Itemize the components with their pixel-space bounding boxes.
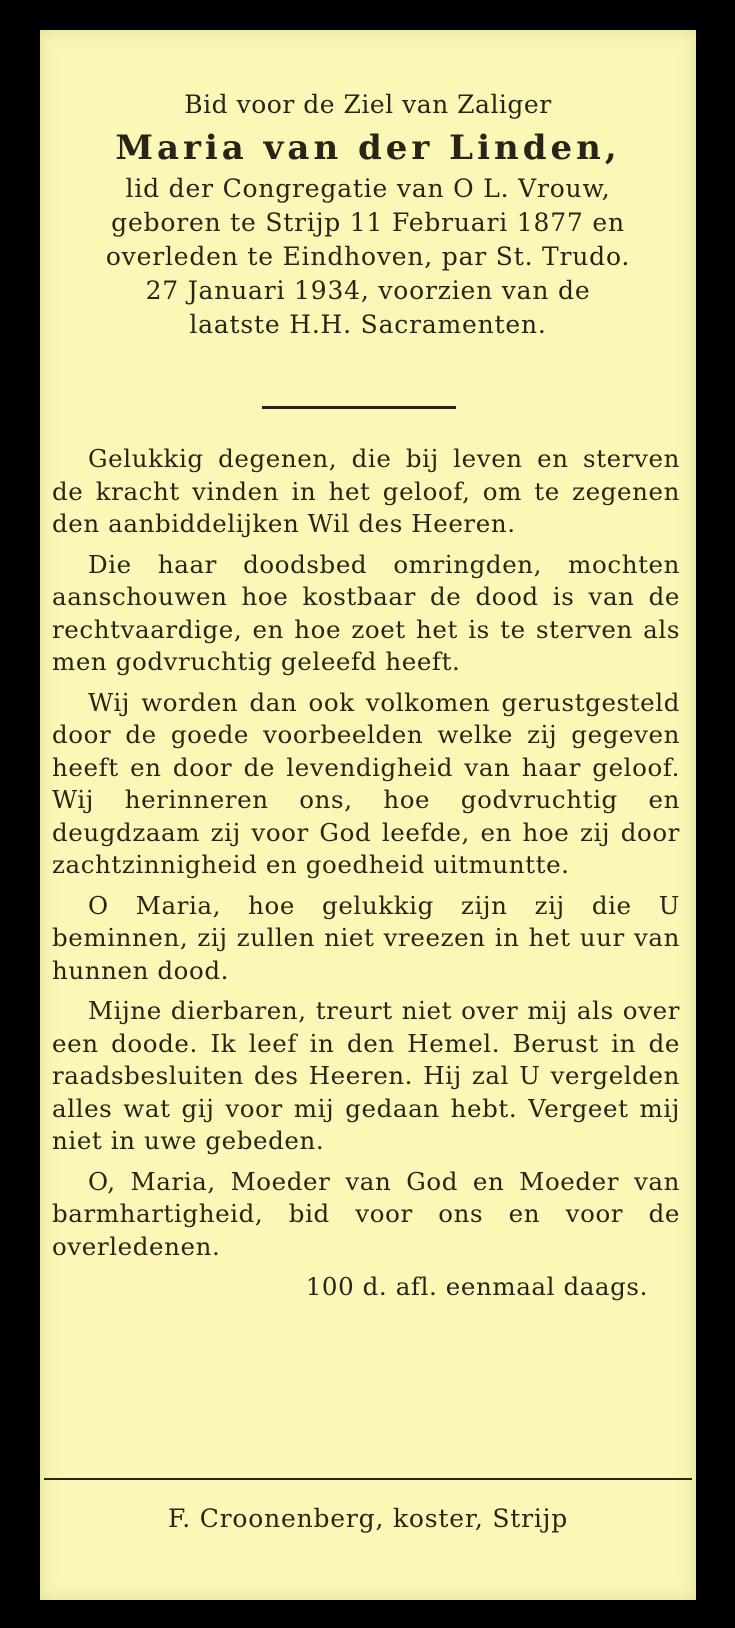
header-line-death-date: 27 Januari 1934, voorzien van de xyxy=(145,276,591,305)
header-line-death-place: overleden te Eindhoven, par St. Trudo. xyxy=(105,242,631,271)
paragraph-2: Die haar doodsbed omringden, mochten aanschouwen hoe kostbaar de dood is van de rechtvaardige, en hoe zoet het is te sterven als men godvruchtig geleefd heeft. xyxy=(52,549,680,676)
header-line-sacraments: laatste H.H. Sacramenten. xyxy=(189,310,547,339)
paragraph-5: Mijne dierbaren, treurt niet over mij als over een doode. Ik leef in den Hemel. Berust in de raadsbesluiten des Heeren. Hij zal U vergelden alles wat gij voor mij gedaan hebt. Vergeet mij niet in uwe gebeden. xyxy=(52,996,680,1155)
paragraph-4: O Maria, hoe gelukkig zijn zij die U beminnen, zij zullen niet vreezen in het uur van hunnen dood. xyxy=(52,890,680,985)
header-divider xyxy=(262,406,456,409)
indulgence-note: 100 d. afl. eenmaal daags. xyxy=(305,1272,648,1301)
header-line-birth: geboren te Strijp 11 Februari 1877 en xyxy=(111,208,625,237)
deceased-name: Maria van der Linden, xyxy=(115,128,621,168)
memorial-card xyxy=(40,30,696,1600)
card-header xyxy=(40,88,696,342)
header-line-congregation: lid der Congregatie van O L. Vrouw, xyxy=(125,174,611,203)
card-body xyxy=(52,443,680,1304)
footer-divider xyxy=(44,1478,692,1480)
paragraph-1: Gelukkig degenen, die bij leven en sterven de kracht vinden in het geloof, om te zegenen den aanbiddelijken Wil des Heeren. xyxy=(52,444,680,538)
invocation-line: Bid voor de Ziel van Zaliger xyxy=(184,90,552,119)
paragraph-3: Wij worden dan ook volkomen gerustgesteld door de goede voorbeelden welke zij gegeven heeft en door de levendigheid van haar geloof. Wij herinneren ons, hoe godvruchtig en deugdzaam zij voor God leefde, en hoe zij door zachtzinnigheid en goedheid uitmuntte. xyxy=(52,687,680,879)
printer-credit: F. Croonenberg, koster, Strijp xyxy=(167,1504,568,1533)
paragraph-6: O, Maria, Moeder van God en Moeder van barmhartigheid, bid voor ons en voor de overledenen. xyxy=(52,1166,680,1261)
